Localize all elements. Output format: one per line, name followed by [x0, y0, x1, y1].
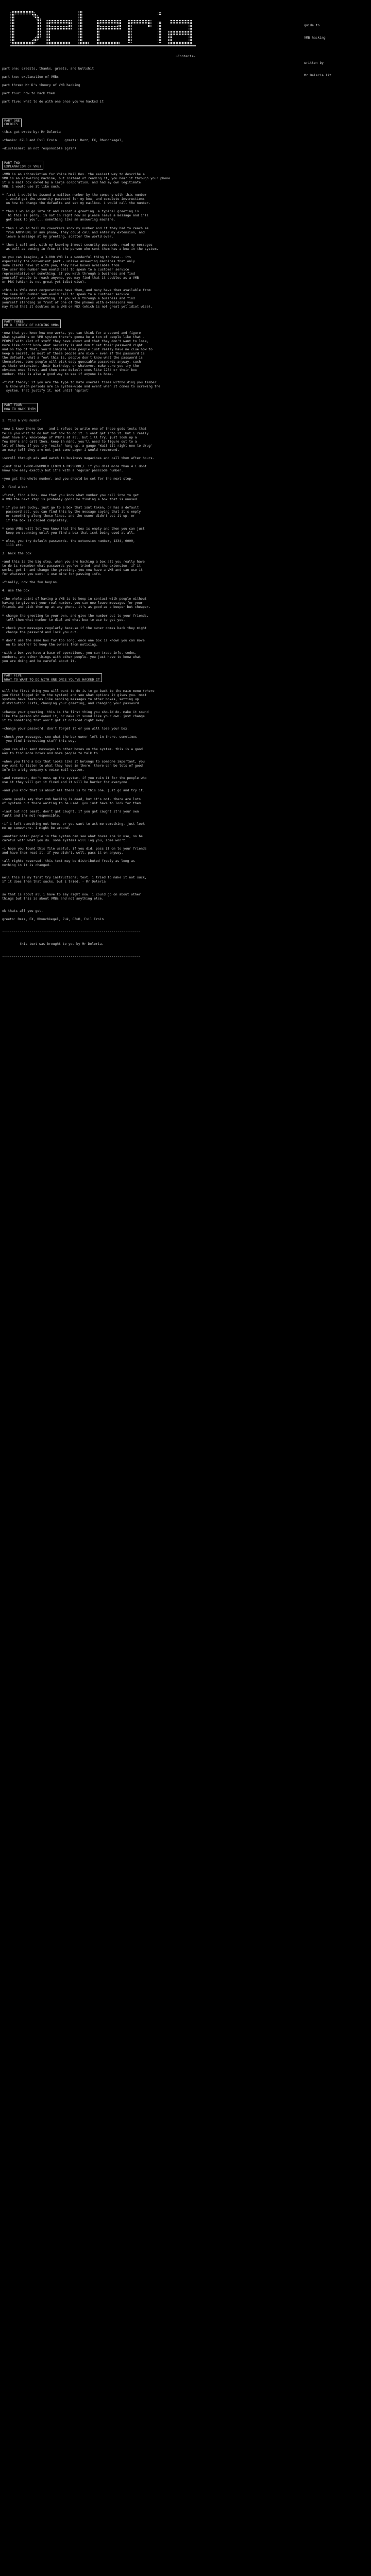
text-line: ~this gut wrote by: Mr Deleria [2, 130, 61, 134]
section-heading-line: PART THREE [4, 319, 24, 324]
text-line [2, 706, 369, 710]
text-line: so that is about all i have to say right now. i could go on about other [2, 892, 141, 896]
text-line: number. this is also a good way to see if anyone is home. [2, 372, 114, 376]
section-heading [2, 319, 61, 328]
text-line [2, 222, 369, 226]
text-line [2, 831, 369, 835]
text-line: part five: what to do with one once you've hacked it [2, 100, 104, 104]
text-line: of systems out there waiting to be used. you just have to look for them. [2, 801, 143, 805]
text-line [2, 415, 369, 419]
text-line [2, 206, 369, 210]
text-line [2, 926, 369, 930]
text-line: or PBX (which is not great yet idiot wise). [2, 280, 87, 284]
text-line: ~with a box you have a base of operations. you can trade info, codes, [2, 651, 137, 655]
text-line [2, 251, 369, 256]
text-line: part two: explanation of VMBs [2, 75, 59, 79]
text-line: * then i call and, with my knowing inmost security passcode, read my messages [2, 243, 153, 247]
text-line: ~first theory: if you are the type to hate overall times withholding you timber [2, 381, 157, 385]
text-line: ~change your password. don't forget it or you will lose your box. [2, 726, 129, 731]
text-line [2, 855, 369, 859]
text-line: yourself unable to reach anyone, you may find that it doubles as a VMB [2, 276, 139, 280]
text-line: so you can imagine, a 3-000 VMB is a wonderful thing to have.. its [2, 255, 131, 259]
text-line: and on top of that, you'd imagine some people just really have no clue how to [2, 347, 153, 351]
section-heading [2, 161, 43, 170]
section-heading-line: PART ONE [4, 118, 20, 123]
text-line: you find interesting stuff this way. [2, 739, 77, 743]
text-line [2, 473, 369, 477]
text-line: you first logged in to the system) and see what options it gives you. most [2, 693, 147, 698]
text-line [2, 647, 369, 651]
text-line: some clerks have it with you, they have boxes available from [2, 263, 120, 267]
section-heading-box [2, 672, 369, 685]
text-line: ~and this is the big step. when you are hacking a box all you really have [2, 560, 145, 564]
text-line: dont have any knowledge of VMB's at all. but i'll try. just look up a [2, 435, 137, 439]
text-line: use it they will get it fixed and it will be harder for everyone. [2, 781, 129, 785]
text-line: me up somewhere. i might be around. [2, 826, 71, 830]
text-line [2, 452, 369, 456]
text-line: ~when you find a box that looks like it belongs to someone important, you [2, 760, 145, 764]
text-line [2, 913, 369, 918]
text-line: nothing in it is changed. [2, 863, 51, 868]
text-line [2, 313, 369, 317]
text-line: may find that it doubles as a VMB or PBX (which is not great yet idiot wise). [2, 305, 153, 309]
text-line: and have them read it. if you didn't, well, pass it on anyway. [2, 851, 124, 855]
text-line [2, 96, 369, 100]
text-line [2, 772, 369, 776]
text-line: part four: how to hack them [2, 92, 55, 96]
text-line: get back to you'... something like an answering machine. [2, 218, 115, 222]
text-line: especially the convenient part - unlike answering machines that only [2, 259, 135, 263]
section-heading-line: PART TWO [4, 161, 20, 165]
text-line [2, 743, 369, 748]
section-heading-line: HOW TO HACK THEM [4, 407, 36, 411]
text-line: ~finally, now the fun begins. [2, 581, 59, 585]
text-line: system. that justify it. not until 'sprint' [2, 389, 90, 393]
text-line [2, 610, 369, 614]
text-line: distribution lists, changing your greeting, and changing your password. [2, 702, 141, 706]
text-line: VMB is an answering machine, but instead of reading it, you hear it through your phone [2, 176, 171, 180]
text-line: * then i would tell my coworkers know my number and if they had to reach me [2, 226, 149, 230]
text-line: leave a message at my greeting, scatter the world over. [2, 234, 114, 239]
text-line: 1111 etc. [2, 543, 24, 547]
subtitle-line: written by [304, 61, 324, 65]
section-heading [2, 118, 22, 127]
text-line [2, 79, 369, 83]
text-line: yourself standing in front of one of the phones with extensions you [2, 301, 133, 305]
text-line: on to another to keep the owners from noticing. [2, 642, 98, 647]
text-line: careful with what you do. some systems will log you, some won't. [2, 838, 127, 842]
text-line: * then i would go into it and record a greeting. a typical greeting is.. [2, 210, 143, 214]
text-line: ~scroll through ads and watch to business magazines and call them after hours. [2, 456, 155, 460]
text-line: representative or something. if you walk through a business and find [2, 272, 135, 276]
text-line: if it does then that sucks, but i tried. - Mr Deleria [2, 880, 106, 884]
text-line [2, 934, 369, 938]
text-line: having to give out your real number. you can now leave messages for your [2, 601, 143, 605]
text-line [2, 548, 369, 552]
text-line: ----------------------------------------------------------------------- [2, 955, 141, 959]
text-line [2, 922, 369, 926]
text-line: ~i hope you found this file useful. if you did, pass it on to your friends [2, 847, 147, 851]
text-line: ~disclaimer: im not responsible (grin) [2, 146, 77, 150]
text-line: * some VMBs will let you know that the box is empty and then you can just [2, 527, 145, 531]
text-line: ~you can also send messages to other boxes on the system. this is a good [2, 747, 143, 751]
text-line: keep on scanning until you find a box that isnt being used at all. [2, 531, 135, 535]
text-line: tells you what to do but not how to do it. i want get into it. but i really [2, 431, 149, 435]
text-line [2, 104, 369, 108]
text-line: ~some people say that vmb hacking is dead, but it's not. there are lots [2, 797, 141, 801]
text-line: ~another note: people in the system can see what boxes are in use, so be [2, 834, 143, 838]
text-line [2, 189, 369, 193]
text-line [2, 155, 369, 159]
text-line [2, 397, 369, 401]
text-line: the default. what a fool this is, people don't know what the password is [2, 355, 143, 360]
text-line: what sysadmins on VMB system there's gonna be a ton of people like that - [2, 335, 145, 339]
text-line: as well as coming in from it the person who sent them has a box in the system. [2, 247, 159, 251]
text-line: as their extension, their birthday, or whatever. make sure you try the [2, 364, 139, 368]
text-line: part one: credits, thanks, greets, and bullshit [2, 67, 94, 71]
text-line: ~check your messages. see what the box owner left in there. sometimes [2, 735, 137, 739]
ascii-banner-logo [7, 6, 316, 49]
text-line [2, 593, 369, 597]
text-line [2, 872, 369, 876]
text-line [2, 901, 369, 905]
subtitle-line: Mr Deleria lit [304, 73, 332, 77]
subtitle-line: VMB hacking [304, 36, 326, 40]
text-line [2, 108, 369, 112]
text-line [2, 423, 369, 427]
text-line [2, 785, 369, 789]
text-line [2, 393, 369, 397]
text-line [2, 664, 369, 668]
text-line: i would get the security password for my box, and complete instructions [2, 197, 145, 201]
text-line: an easy tell they are not just some pager i would recommend. [2, 448, 120, 452]
text-line [2, 502, 369, 506]
text-line: systems have features like sending messages to other boxes, setting up [2, 698, 139, 702]
text-line: * first i would be issued a mailbox number by the company with this number [2, 193, 147, 197]
text-line [2, 938, 369, 942]
text-line: know how easy exactly but it's with a regular passcode number. [2, 468, 124, 472]
contents-heading: ~Contents~ [176, 55, 195, 58]
text-line: may want to listen to what they have in there. there can be lots of good [2, 764, 143, 768]
text-line [2, 731, 369, 735]
text-line: themselves. some people will pick easy guessable passwords anyway, such [2, 360, 141, 364]
text-line: greets: Rezz, EX, Rhunchkegel, Zuk, CZuB, Evil Eroin [2, 917, 104, 921]
text-line: ~change your greeting. this is the first thing you should do. make it sound [2, 710, 149, 714]
text-line [2, 151, 369, 155]
section-heading-line: WHAT TO WANT TO DO WITH ONE ONCE YOU'VE HACKED IT [4, 677, 100, 682]
text-line [2, 905, 369, 909]
section-heading-box [2, 318, 369, 331]
text-line [2, 143, 369, 147]
text-line [2, 685, 369, 689]
text-line: ~the whole point of having a VMB is to keep in contact with people without [2, 597, 147, 601]
text-line: will the first thing you will want to do is to go back to the main menu (where [2, 689, 155, 693]
text-line: well this is my first try instructional text. i tried to make it not suck, [2, 876, 147, 880]
text-line [2, 461, 369, 465]
text-line: * else, you try default passwords. the extension number, 1234, 0000, [2, 539, 135, 543]
text-line [2, 756, 369, 760]
text-line [2, 951, 369, 955]
text-line: numbers, and other things with other people. you just have to know what [2, 655, 141, 659]
text-line: ~first, find a box. now that you know what number you call into to get [2, 494, 139, 498]
text-line: you are doing and be careful about it. [2, 659, 77, 664]
subtitle-line: guide to [304, 24, 320, 28]
text-line [2, 284, 369, 289]
text-line: it to something that won't get it noticed right away. [2, 718, 106, 722]
banner-title-art [7, 6, 306, 49]
text-line: 4. use the box [2, 589, 30, 593]
section-heading [2, 403, 38, 412]
text-line [2, 818, 369, 822]
section-heading-line: EXPLANATION OF VMBs [4, 165, 42, 169]
text-line: password set. you can find this by the message saying that it's empty [2, 510, 141, 514]
text-line: keep a secret, so most of these people are nice - even if the password is [2, 351, 145, 355]
text-line [2, 889, 369, 893]
text-line: * if you are lucky, just go to a box that isnt taken, or has a default [2, 506, 139, 510]
subtitle-line [304, 48, 366, 53]
text-line: 'hi this is jerry. im not in right now so please leave a message and i'll [2, 214, 149, 218]
text-line: ~all rights reserved. this text may be distributed freely as long as [2, 859, 135, 863]
section-heading-box [2, 117, 369, 130]
text-line: like the person who owned it, or make it sound like your own. just change [2, 714, 145, 718]
text-line [2, 577, 369, 581]
text-line [2, 668, 369, 672]
text-line [2, 868, 369, 872]
text-line [2, 946, 369, 951]
text-line: * change the greeting to your own, and give the number out to your friends. [2, 614, 149, 618]
text-line [2, 377, 369, 381]
text-line: tell them what number to dial and what box to use to get you. [2, 618, 125, 622]
text-line: 1. find a VMB number [2, 419, 41, 423]
text-line [2, 884, 369, 888]
text-line: ----------------------------------------------------------------------- [2, 930, 141, 934]
text-line: or something along those lines. and the owner didn't set it up. or [2, 514, 135, 518]
section-heading-line: PART FIVE [4, 674, 22, 678]
text-line: * check your messages regularly because if the owner comes back they might [2, 626, 147, 630]
text-line: ~if i left something out here, or you want to ask me something, just look [2, 822, 145, 826]
text-line: a VMB the next step is probably gonna be finding a box that is unused. [2, 498, 139, 502]
text-line: more like don't know what security is and don't set their password right. [2, 343, 145, 347]
text-line: VMB, i would use it like such. [2, 185, 61, 189]
text-line: the same 800 number you would call to speak to a customer service [2, 293, 129, 297]
text-line: ~now i know there two and i refuse to write one of these gods texts that [2, 427, 147, 431]
document-body [2, 67, 369, 959]
text-line: PEOPLE with alot of stuff they have about and that they don't want to lose, [2, 339, 149, 343]
text-line [2, 806, 369, 810]
text-line: * don't use the same box for too long. once one box is known you can move [2, 638, 145, 642]
text-line: it's a mail box owned by a large corporation, and had my own legitimate [2, 180, 141, 184]
text-line: friends and pick them up at any phone. it's as good as a beeper but cheaper. [2, 605, 151, 609]
section-heading [2, 673, 102, 682]
text-line: for whatever you want. i use mine for passing info. [2, 572, 102, 577]
section-heading-line: CREDITS [4, 123, 18, 127]
text-line [2, 309, 369, 313]
text-line: things but this is about VMBs and not anything else. [2, 896, 104, 901]
text-line [2, 635, 369, 639]
text-line: if the box is closed completely. [2, 518, 69, 522]
text-line: ~thanks: CZuB and Evil Eroin greets: Rezz, EX, Rhunchkegel, [2, 138, 124, 142]
text-line [2, 843, 369, 847]
text-line: from ANYWHERE in any phone, they could call and enter my extension, and [2, 230, 145, 234]
section-heading-box [2, 159, 369, 173]
text-line: this text was brought to you by Mr Deleria. [2, 942, 104, 946]
text-line: 2. find a box [2, 485, 28, 489]
text-line: ok thats all you get. [2, 909, 43, 913]
section-heading-box [2, 401, 369, 415]
text-line: way to find more boxes and more people to talk to. [2, 751, 100, 755]
text-line [2, 134, 369, 139]
text-line [2, 535, 369, 539]
text-line [2, 239, 369, 243]
text-line: the user 800 number you would call to speak to a customer service [2, 267, 129, 272]
text-line: to do is remember what passwords you've tried, and the extension. if it [2, 564, 141, 568]
text-line: works, get in and change the greeting. you now have a VMB and can use it [2, 568, 143, 572]
text-line: & know which periods are in system-wide and event when it comes to screwing the [2, 385, 161, 389]
text-line: ~and remember, don't mess up the system. if you ruin it for the people who [2, 776, 147, 781]
text-line: ~you get the whole number, and you should be set for the next step. [2, 477, 133, 481]
section-heading-line: PART FOUR [4, 403, 22, 408]
text-line: ~last but not least, don't get caught. if you get caught it's your own [2, 809, 139, 814]
text-line: ~now that you know how one works, you can think for a second and figure [2, 331, 141, 335]
text-line: fault and i'm not responsible. [2, 814, 61, 818]
text-line: part three: Mr D's theory of VMB hacking [2, 83, 80, 88]
text-line [2, 113, 369, 117]
text-line [2, 793, 369, 797]
text-line: ~just dial 1-800-8NUMBER (FORM A PASSCODE). if you dial more than 4 i dont [2, 464, 147, 468]
text-line: lot of them. if you try 'exits' hang up, a gauge 'Wait til right now to drug' [2, 444, 153, 448]
text-line [2, 585, 369, 589]
text-line [2, 88, 369, 92]
section-heading-line: MR D. THEORY OF HACKING VMBs [4, 324, 59, 328]
text-line [2, 489, 369, 494]
text-line [2, 523, 369, 527]
text-line [2, 71, 369, 75]
text-line: 3. hack the box [2, 551, 31, 555]
text-line: ~and you know that is about all there is to this one. just go and try it. [2, 789, 145, 793]
text-line: ~this is VMBs most corporations have them, and many have them available from [2, 289, 151, 293]
text-line: obvious ones first, and then some default ones like 1234 or their box [2, 368, 137, 372]
text-line [2, 556, 369, 560]
text-line: info in a big company's voice mail system. [2, 768, 85, 772]
text-line: on how to change the defaults and set my mailbox. i would call the number. [2, 201, 151, 206]
text-line: few 800's and call them. keep in mind, you'll need to figure out to a [2, 439, 137, 444]
text-line: ~VMB is an abbreviation for Voice Mail Box. the easiest way to describe a [2, 172, 145, 176]
text-line: representative or something. if you walk through a business and find [2, 297, 135, 301]
text-line: change the password and lock you out. [2, 630, 78, 634]
text-line [2, 622, 369, 626]
text-line [2, 481, 369, 485]
text-line [2, 723, 369, 727]
